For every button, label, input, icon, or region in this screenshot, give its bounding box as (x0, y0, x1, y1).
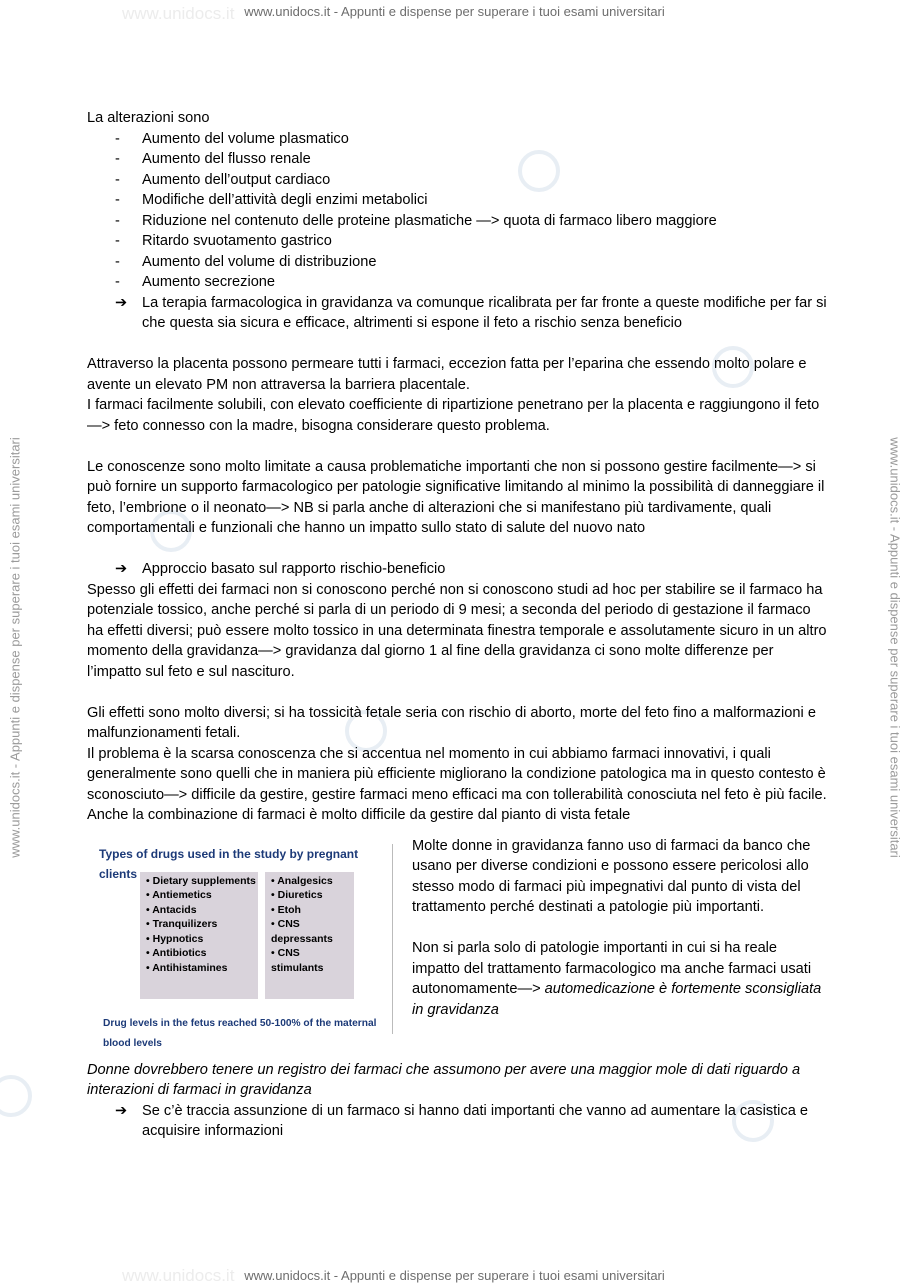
approach-note-text: Approccio basato sul rapporto rischio-beneficio (142, 561, 446, 577)
figure-item: • Antiemetics (146, 889, 212, 902)
registry-note (87, 1101, 827, 1142)
side-watermark-left: www.unidocs.it - Appunti e dispense per superare i tuoi esami universitari (7, 437, 23, 858)
list-item: - Ritardo svuotamento gastrico (87, 231, 827, 252)
side-watermark-right: www.unidocs.it - Appunti e dispense per superare i tuoi esami universitari (887, 437, 903, 858)
alterations-note-text: La terapia farmacologica in gravidanza va comunque ricalibrata per far fronte a queste modifiche per far si che questa sia sicura e efficace, altrimenti si espone il feto a rischio senza beneficio (142, 294, 827, 331)
figure-item: • Tranquilizers (146, 918, 218, 931)
list-item: - Aumento secrezione (87, 272, 827, 293)
figure-item: • Dietary supplements (146, 874, 256, 887)
arrow-icon: ➔ (115, 1102, 128, 1119)
placenta-paragraph-1: Attraverso la placenta possono permeare tutti i farmaci, eccezion fatta per l’eparina che essendo molto polare e avente un elevato PM non attraversa la barriera placentale. (87, 356, 807, 393)
otc-italic-text: automedicazione è fortemente sconsigliata in gravidanza (412, 981, 822, 1018)
arrow-icon: ➔ (115, 561, 128, 577)
figure-item: • Antihistamines (146, 962, 228, 975)
figure-item: • Hypnotics (146, 932, 204, 945)
faint-watermark-top: www.unidocs.it (122, 4, 235, 23)
figure-item: • CNS depressants (271, 918, 333, 945)
watermark-logo-icon (0, 1075, 32, 1117)
figure-item: • Diuretics (271, 889, 323, 902)
combination-paragraph: Anche la combinazione di farmaci è molto difficile da gestire dal pianto di vista fetale (87, 807, 631, 823)
list-item: - Modifiche dell’attività degli enzimi metabolici (87, 190, 827, 211)
figure-item: • Antacids (146, 903, 197, 916)
effects-paragraph: Spesso gli effetti dei farmaci non si conoscono perché non si conoscono studi ad hoc per stabilire se il farmaco ha potenziale tossico, anche perché si parla di un periodo di 9 mesi; a seconda del periodo di gestazione il farmaco ha effetti diversi; può essere molto tossico in una determinata finestra temporale e assolutamente sicuro in un altro momento della gravidanza—> gravidanza dal giorno 1 al fine della gravidanza ci sono molte differenze per l’impatto sul feto e sul nascituro. (87, 581, 827, 680)
faint-watermark-bottom: www.unidocs.it (122, 1266, 235, 1285)
approach-note (87, 559, 827, 580)
registry-paragraph: Donne dovrebbero tenere un registro dei farmaci che assumono per avere una maggior mole di dati riguardo a interazioni di farmaci in gravidanza (87, 1061, 801, 1098)
list-item: - Aumento del flusso renale (87, 149, 827, 170)
placenta-paragraph-2: I farmaci facilmente solubili, con elevato coefficiente di ripartizione penetrano per la placenta e raggiungono il feto—> feto connesso con la madre, bisogna considerare questo problema. (87, 397, 820, 434)
knowledge-paragraph: Le conoscenze sono molto limitate a causa problematiche importanti che non si possono gestire facilmente—> si può fornire un supporto farmacologico per patologie significative limitando al minimo la possibilità di danneggiare il feto, l’embrione o il neonato—> NB si parla anche di alterazioni che si manifestano più tardivamente, quali comportamentali e funzionali che hanno un impatto sullo stato di salute del nuovo nato (87, 458, 825, 536)
header-watermark: www.unidocs.it - Appunti e dispense per superare i tuoi esami universitari (244, 4, 665, 19)
figure-item: • CNS stimulants (271, 947, 324, 975)
otc-text-column (412, 836, 822, 1021)
otc-paragraph: Molte donne in gravidanza fanno uso di farmaci da banco che usano per diverse condizioni e possono essere pericolosi allo stesso modo di farmaci più impegnativi dal punto di vista del trattamento perché destinati a patologie più importanti. (412, 837, 811, 915)
list-item: - Aumento dell’output cardiaco (87, 170, 827, 191)
drug-types-figure (97, 844, 393, 1049)
footer-watermark: www.unidocs.it - Appunti e dispense per superare i tuoi esami universitari (244, 1268, 665, 1283)
list-item: - Aumento del volume plasmatico (87, 129, 827, 150)
registry-note-text: Se c’è traccia assunzione di un farmaco si hanno dati importanti che vanno ad aumentare la casistica e acquisire informazioni (142, 1102, 809, 1139)
figure-item: • Etoh (271, 903, 301, 916)
figure-item: • Antibiotics (146, 947, 207, 960)
arrow-icon: ➔ (115, 294, 128, 311)
figure-left-box (140, 872, 258, 999)
problem-paragraph: Il problema è la scarsa conoscenza che si accentua nel momento in cui abbiamo farmaci innovativi, i quali generalmente sono quelli che in maniera più efficiente migliorano la condizione patologica ma in questo contesto è sconosciuto—> difficile da gestire, gestire farmaci meno efficaci ma con tollerabilità conosciuta nel feto è più facile. (87, 745, 827, 803)
figure-section (87, 836, 827, 1049)
otc-paragraph-2: Non si parla solo di patologie importanti in cui si ha reale impatto del trattamento farmacologico ma anche farmaci usati autonomamente—> automedicazione è fortemente sconsigliata in gravidanza (412, 940, 822, 1018)
list-item: - Aumento del volume di distribuzione (87, 252, 827, 273)
figure-title: Types of drugs used in the study by pregnant clients (99, 846, 359, 881)
effects-paragraph-2: Gli effetti sono molto diversi; si ha tossicità fetale seria con rischio di aborto, morte del feto fino a malformazioni e malfunzionamenti fetali. (87, 704, 816, 741)
alterations-list (87, 129, 827, 293)
intro-text: La alterazioni sono (87, 110, 210, 126)
list-item: - Riduzione nel contenuto delle proteine plasmatiche —> quota di farmaco libero maggiore (87, 211, 827, 232)
alterations-note (87, 293, 827, 334)
figure-footer: Drug levels in the fetus reached 50-100% of the maternal blood levels (103, 1017, 377, 1049)
figure-right-box (265, 872, 354, 999)
figure-item: • Analgesics (271, 874, 333, 887)
document-body (87, 108, 827, 1142)
